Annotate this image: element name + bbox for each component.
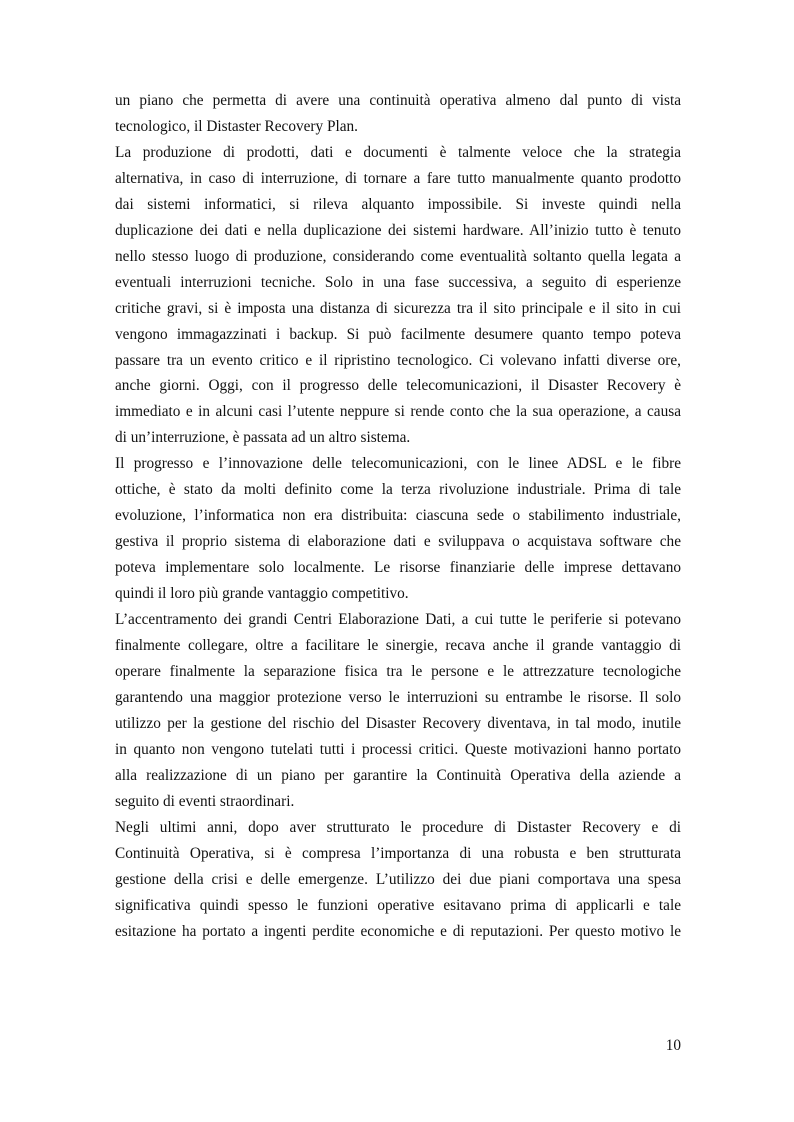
text-line: significativa quindi spesso le funzioni operative esitavano prima di applicarli e tale [115, 896, 681, 914]
document-page [115, 88, 681, 944]
text-line: L’accentramento dei grandi Centri Elaborazione Dati, a cui tutte le periferie si potevano [115, 611, 681, 629]
text-line: Continuità Operativa, si è compresa l’importanza di una robusta e ben strutturata [115, 844, 681, 862]
text-line: Il progresso e l’innovazione delle telecomunicazioni, con le linee ADSL e le fibre [115, 455, 681, 473]
paragraph [115, 140, 681, 451]
text-line: La produzione di prodotti, dati e documenti è talmente veloce che la strategia [115, 143, 681, 161]
page-number: 10 [665, 1037, 681, 1054]
text-line: operare finalmente la separazione fisica tra le persone e le attrezzature tecnologiche [115, 662, 681, 680]
text-line: anche giorni. Oggi, con il progresso delle telecomunicazioni, il Disaster Recovery è [115, 377, 681, 395]
text-line: finalmente collegare, oltre a facilitare le sinergie, recava anche il grande vantaggio di [115, 637, 681, 655]
text-line: in quanto non vengono tutelati tutti i processi critici. Queste motivazioni hanno portato [115, 740, 681, 758]
text-line: garantendo una maggior protezione verso le interruzioni su entrambe le risorse. Il solo [115, 688, 681, 706]
text-line: Negli ultimi anni, dopo aver strutturato le procedure di Distaster Recovery e di [115, 818, 681, 836]
text-line: alla realizzazione di un piano per garantire la Continuità Operativa della aziende a [115, 766, 681, 784]
text-line: duplicazione dei dati e nella duplicazione dei sistemi hardware. All’inizio tutto è tenuto [115, 221, 681, 239]
text-line: ottiche, è stato da molti definito come la terza rivoluzione industriale. Prima di tale [115, 481, 681, 499]
text-line: passare tra un evento critico e il ripristino tecnologico. Ci volevano infatti diverse ore, [115, 351, 681, 369]
text-line: esitazione ha portato a ingenti perdite economiche e di reputazioni. Per questo motivo le [115, 922, 681, 940]
text-line: immediato e in alcuni casi l’utente neppure si rende conto che la sua operazione, a causa [115, 403, 681, 421]
text-line: eventuali interruzioni tecniche. Solo in una fase successiva, a seguito di esperienze [115, 273, 681, 291]
text-line: quindi il loro più grande vantaggio competitivo. [115, 585, 409, 603]
text-line: evoluzione, l’informatica non era distribuita: ciascuna sede o stabilimento industriale, [115, 507, 681, 525]
text-line: nello stesso luogo di produzione, considerando come eventualità soltanto quella legata a [115, 247, 681, 265]
body-text [115, 88, 681, 944]
paragraph [115, 88, 681, 140]
paragraph [115, 451, 681, 607]
text-line: alternativa, in caso di interruzione, di tornare a fare tutto manualmente quanto prodotto [115, 169, 681, 187]
text-line: poteva implementare solo localmente. Le risorse finanziarie delle imprese dettavano [115, 559, 681, 577]
text-line: di un’interruzione, è passata ad un altro sistema. [115, 429, 411, 447]
text-line: gestiva il proprio sistema di elaborazione dati e sviluppava o acquistava software che [115, 533, 681, 551]
text-line: gestione della crisi e delle emergenze. L’utilizzo dei due piani comportava una spesa [115, 870, 681, 888]
text-line: critiche gravi, si è imposta una distanza di sicurezza tra il sito principale e il sito in cui [115, 299, 681, 317]
text-line: seguito di eventi straordinari. [115, 792, 295, 810]
text-line: un piano che permetta di avere una continuità operativa almeno dal punto di vista [115, 92, 681, 109]
text-line: utilizzo per la gestione del rischio del Disaster Recovery diventava, in tal modo, inutile [115, 714, 681, 732]
text-line: vengono immagazzinati i backup. Si può facilmente desumere quanto tempo poteva [115, 325, 681, 343]
text-line: dai sistemi informatici, si rileva alquanto impossibile. Si investe quindi nella [115, 195, 681, 213]
paragraph [115, 815, 681, 945]
text-line: tecnologico, il Distaster Recovery Plan. [115, 117, 358, 135]
paragraph [115, 607, 681, 815]
